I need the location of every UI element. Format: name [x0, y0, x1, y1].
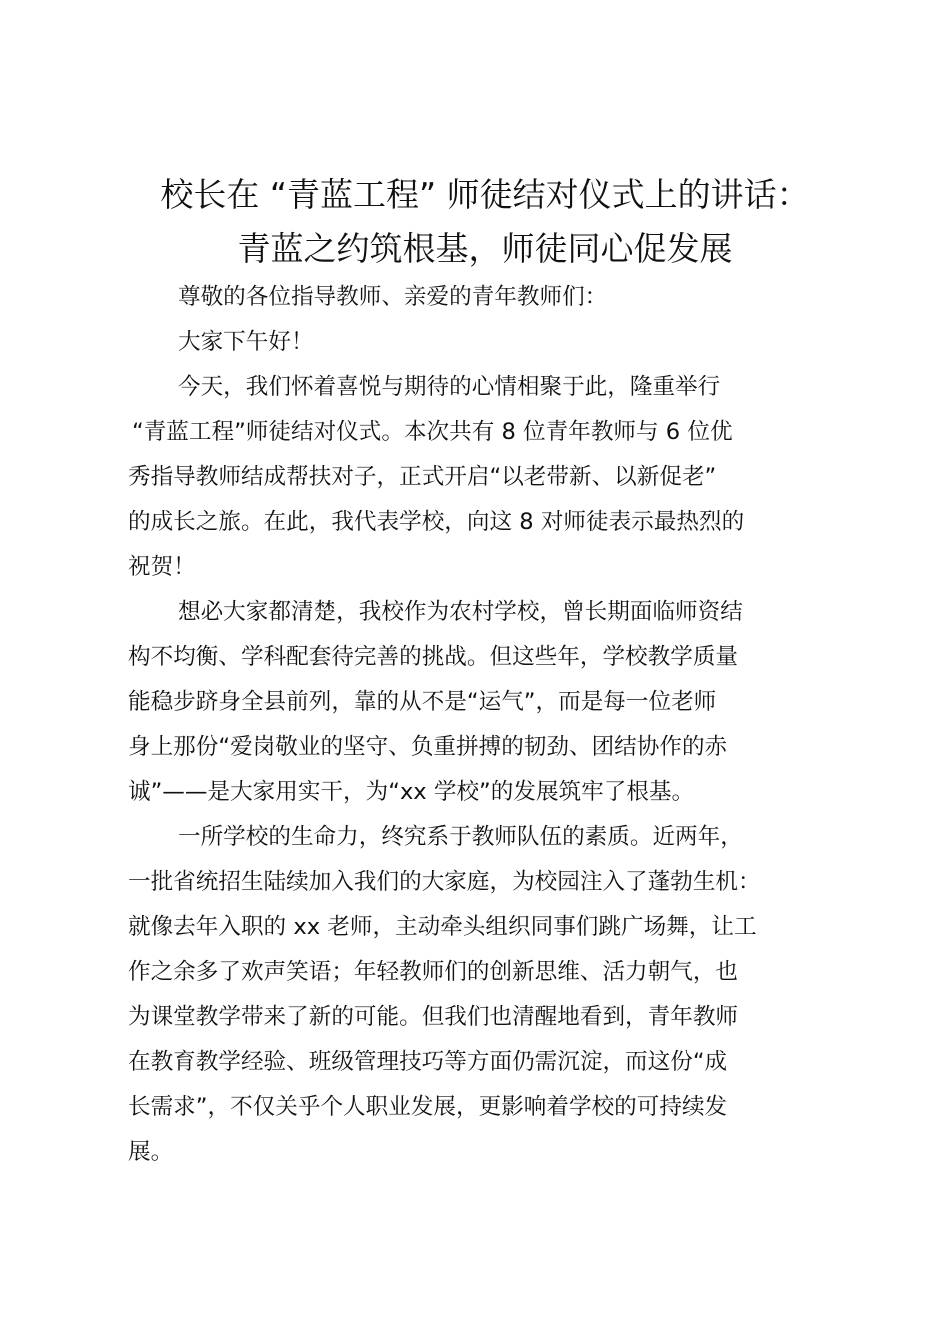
text-line: 祝贺！ — [128, 554, 196, 580]
text-line: 一所学校的生命力，终究系于教师队伍的素质。近两年， — [178, 824, 743, 850]
body-paragraph — [128, 815, 838, 860]
title-line: 青蓝之约筑根基，师徒同心促发展 — [237, 229, 733, 268]
body-paragraph-continuation — [128, 860, 838, 1175]
text-line: 一批省统招生陆续加入我们的大家庭，为校园注入了蓬勃生机： — [128, 869, 761, 895]
greeting-paragraph — [128, 320, 838, 365]
text-line: 构不均衡、学科配套待完善的挑战。但这些年，学校教学质量 — [128, 644, 739, 670]
text-line: 长需求”，不仅关乎个人职业发展，更影响着学校的可持续发 — [128, 1094, 728, 1120]
body-paragraph — [128, 365, 838, 410]
text-line: 身上那份“爱岗敬业的坚守、负重拼搏的韧劲、团结协作的赤 — [128, 734, 728, 760]
document-title — [100, 168, 870, 276]
document-body — [128, 275, 838, 1175]
text-line: 就像去年入职的 xx 老师，主动牵头组织同事们跳广场舞，让工 — [128, 914, 757, 940]
text-line: 今天，我们怀着喜悦与期待的心情相聚于此，隆重举行 — [178, 374, 721, 400]
text-line: 为课堂教学带来了新的可能。但我们也清醒地看到，青年教师 — [128, 1004, 739, 1030]
text-line: 的成长之旅。在此，我代表学校，向这 8 对师徒表示最热烈的 — [128, 509, 745, 535]
body-paragraph-continuation — [128, 410, 838, 590]
text-line: 展。 — [128, 1139, 174, 1165]
title-line: 校长在 “青蓝工程” 师徒结对仪式上的讲话： — [160, 175, 810, 214]
text-line: 想必大家都清楚，我校作为农村学校，曾长期面临师资结 — [178, 599, 743, 625]
text-line: 在教育教学经验、班级管理技巧等方面仍需沉淀，而这份“成 — [128, 1049, 728, 1075]
text-line: 尊敬的各位指导教师、亲爱的青年教师们： — [178, 284, 608, 310]
text-line: 能稳步跻身全县前列，靠的从不是“运气”，而是每一位老师 — [128, 689, 717, 715]
salutation-paragraph — [128, 275, 838, 320]
text-line: 作之余多了欢声笑语；年轻教师们的创新思维、活力朝气，也 — [128, 959, 739, 985]
body-paragraph-continuation — [128, 635, 838, 815]
text-line: 诚”——是大家用实干，为“xx 学校”的发展筑牢了根基。 — [128, 779, 695, 805]
text-line: “青蓝工程”师徒结对仪式。本次共有 8 位青年教师与 6 位优 — [132, 419, 733, 445]
body-paragraph — [128, 590, 838, 635]
text-line: 秀指导教师结成帮扶对子，正式开启“以老带新、以新促老” — [128, 464, 717, 490]
text-line: 大家下午好！ — [178, 329, 314, 355]
